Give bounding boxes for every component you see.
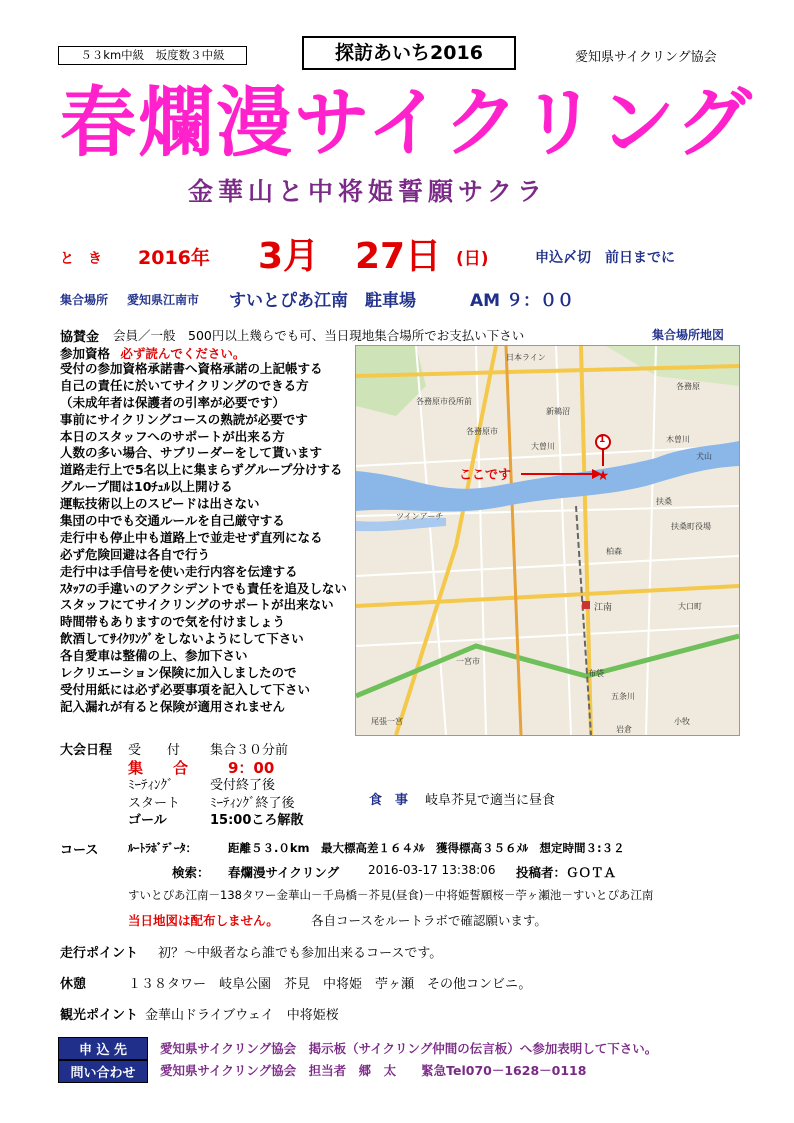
meeting-label: 集合場所 <box>60 293 109 307</box>
map-place-label: 尾張一宮 <box>371 717 403 726</box>
qualification-header <box>60 344 245 362</box>
schedule-name: 受 付 <box>128 743 181 758</box>
run-point-label: 走行ポイント <box>60 946 139 961</box>
event-box: 探訪あいち2016 <box>302 36 516 70</box>
schedule-time: 受付終了後 <box>210 778 276 793</box>
meeting-city: 愛知県江南市 <box>127 293 200 307</box>
date-month: 3月 <box>258 236 320 277</box>
schedule-name: ﾐｰﾃｨﾝｸﾞ <box>128 778 174 793</box>
rule-item: 受付の参加資格承諾書へ資格承諾の上記帳する <box>60 361 323 376</box>
map-place-label: 布袋 <box>588 669 604 678</box>
rule-item: スタッフにてサイクリングのサポートが出来ない <box>60 597 334 613</box>
svg-text:★: ★ <box>596 468 610 484</box>
map-place-label: 各務原市役所前 <box>416 397 472 406</box>
map-place-label: 柏森 <box>606 547 622 556</box>
search-name: 春爛漫サイクリング <box>228 865 340 880</box>
rest-label: 休憩 <box>60 977 87 992</box>
map-place-label: ツインアーチ <box>396 512 444 521</box>
grade-box: ５３km中級 坂度数３中級 <box>58 46 247 65</box>
rule-item: 人数の多い場合、サブリーダーをして貰います <box>60 445 323 461</box>
contact-text: 愛知県サイクリング協会 担当者 郷 太 緊急Tel070－1628－0118 <box>160 1063 587 1078</box>
rule-item: 集団の中でも交通ルールを自己厳守する <box>60 513 285 529</box>
course-distance: 距離５３.０km 最大標高差１６４ﾒﾙ 獲得標高３５６ﾒﾙ 想定時間３:３２ <box>228 841 625 855</box>
rest-text: １３８タワー 岐阜公園 芥見 中将姫 苧ヶ瀬 その他コンビニ。 <box>128 977 532 992</box>
meeting-time: AM ９：００ <box>470 291 574 311</box>
no-map-notice: 当日地図は配布しません。 <box>128 913 279 928</box>
map-place-label: 木曽川 <box>666 435 690 444</box>
rule-item: 本日のスタッフへのサポートが出来る方 <box>60 428 285 444</box>
subtitle: 金華山と中将姫誓願サクラ <box>188 177 548 206</box>
schedule-row <box>128 809 303 827</box>
map-graphic <box>356 346 739 735</box>
map-place-label: 扶桑町役場 <box>671 522 711 531</box>
schedule-time: 集合３０分前 <box>210 743 289 758</box>
course-label: コース <box>60 843 99 858</box>
date-weekday: (日) <box>456 249 489 269</box>
course-poster: 投稿者：ＧＯＴＡ <box>516 865 617 880</box>
map-label: 集合場所地図 <box>652 328 725 342</box>
map-place-label: 大口町 <box>678 602 702 611</box>
map-here-label: ここです <box>459 468 512 483</box>
rule-item: 時間帯もありますので気を付けましょう <box>60 614 286 630</box>
map-place-label: 各務原 <box>676 382 700 391</box>
schedule-name: 集 合 <box>128 758 189 777</box>
rule-item: 受付用紙には必ず必要事項を記入して下さい <box>60 681 311 697</box>
rule-item: 飲酒してｻｲｸﾘﾝｸﾞをしないようにして下さい <box>60 631 304 647</box>
rule-item: （未成年者は保護者の引率が必要です） <box>60 394 286 410</box>
date-day: 27日 <box>355 236 442 277</box>
contact-tag: 問い合わせ <box>58 1060 148 1083</box>
routelab-label: ﾙｰﾄﾗﾎﾞﾃﾞｰﾀ： <box>128 841 197 855</box>
meeting-map[interactable] <box>355 345 740 736</box>
schedule-time: ﾐｰﾃｨﾝｸﾞ終了後 <box>210 795 295 811</box>
main-title: 春爛漫サイクリング <box>60 78 754 167</box>
organizer: 愛知県サイクリング協会 <box>575 50 717 65</box>
map-place-label: 各務原市 <box>466 427 498 436</box>
course-datetime: 2016-03-17 13:38:06 <box>368 863 496 877</box>
rule-item: グループ間は10ﾁｭﾙ以上開ける <box>60 479 233 495</box>
course-route: すいとぴあ江南－138タワー金華山－千鳥橋－芥見(昼食)－中将姫誓願桜－苧ヶ瀬池－すいとぴあ江南 <box>128 888 654 902</box>
rule-item: 走行中も停止中も道路上で並走せず直列になる <box>60 529 323 545</box>
qualification-note: 必ず読んでください。 <box>120 346 246 361</box>
rule-item: 記入漏れが有ると保険が適用されません <box>60 698 286 714</box>
map-place-label: 小牧 <box>674 717 690 726</box>
run-point-text: 初？～中級者なら誰でも参加出来るコースです。 <box>158 946 443 961</box>
rule-item: レクリエーション保険に加入しましたので <box>60 665 297 681</box>
rule-item: ｽﾀｯﾌの手違いのアクシデントでも責任を追及しない <box>60 580 347 596</box>
schedule-row <box>128 792 303 810</box>
meeting-place: すいとぴあ江南 駐車場 <box>229 291 416 311</box>
schedule-label: 大会日程 <box>60 743 113 758</box>
map-place-label: 一宮市 <box>456 657 480 666</box>
rule-item: 自己の責任に於いてサイクリングのできる方 <box>60 377 309 393</box>
apply-tag: 申 込 先 <box>58 1037 148 1060</box>
sight-text: 金華山ドライブウェイ 中将姫桜 <box>145 1008 339 1023</box>
schedule-row <box>128 739 303 757</box>
schedule-name: ゴール <box>128 813 167 828</box>
qualification-list <box>60 361 347 716</box>
map-place-label: 五条川 <box>611 692 635 701</box>
schedule-time: 9：00 <box>228 758 275 777</box>
map-place-label: 江南 <box>594 603 613 613</box>
map-place-label: 岩倉 <box>616 725 632 734</box>
sight-label: 観光ポイント <box>60 1008 139 1023</box>
schedule-row <box>128 774 303 792</box>
search-label: 検索： <box>172 865 210 880</box>
rule-item: 事前にサイクリングコースの熟読が必要です <box>60 411 308 427</box>
map-place-label: 大曽川 <box>531 442 555 451</box>
rule-item: 必ず危険回避は各自で行う <box>60 546 211 562</box>
course-check: 各自コースをルートラボで確認願います。 <box>311 913 547 928</box>
schedule-name: スタート <box>128 795 181 811</box>
map-place-label: 新鵜沼 <box>546 407 570 416</box>
schedule-time: 15:00ころ解散 <box>210 813 304 828</box>
rule-item: 走行中は手信号を使い走行内容を伝達する <box>60 563 298 579</box>
rule-item: 道路走行上で5名以上に集まらずグループ分けする <box>60 462 343 478</box>
qualification-label: 参加資格 <box>60 346 111 361</box>
map-place-label: 犬山 <box>696 452 712 461</box>
map-place-label: 扶桑 <box>656 497 672 506</box>
rule-item: 各自愛車は整備の上、参加下さい <box>60 648 248 664</box>
date-year: 2016年 <box>138 247 210 269</box>
schedule-row <box>128 757 303 775</box>
map-place-label: 日本ライン <box>506 353 546 362</box>
date-label: と き <box>60 251 102 267</box>
fee-text: 会員／一般 500円以上幾らでも可、当日現地集合場所でお支払い下さい <box>113 328 525 343</box>
meal-text: 岐阜芥見で適当に昼食 <box>425 793 556 808</box>
map-marker-number: 1 <box>599 435 606 445</box>
meal-label: 食 事 <box>369 793 409 808</box>
fee-label: 協賛金 <box>60 330 100 345</box>
apply-text: 愛知県サイクリング協会 掲示板（サイクリング仲間の伝言板）へ参加表明して下さい。 <box>160 1041 658 1056</box>
rule-item: 運転技術以上のスピードは出さない <box>60 496 260 512</box>
schedule-list <box>128 739 303 827</box>
deadline: 申込〆切 前日までに <box>535 250 675 266</box>
